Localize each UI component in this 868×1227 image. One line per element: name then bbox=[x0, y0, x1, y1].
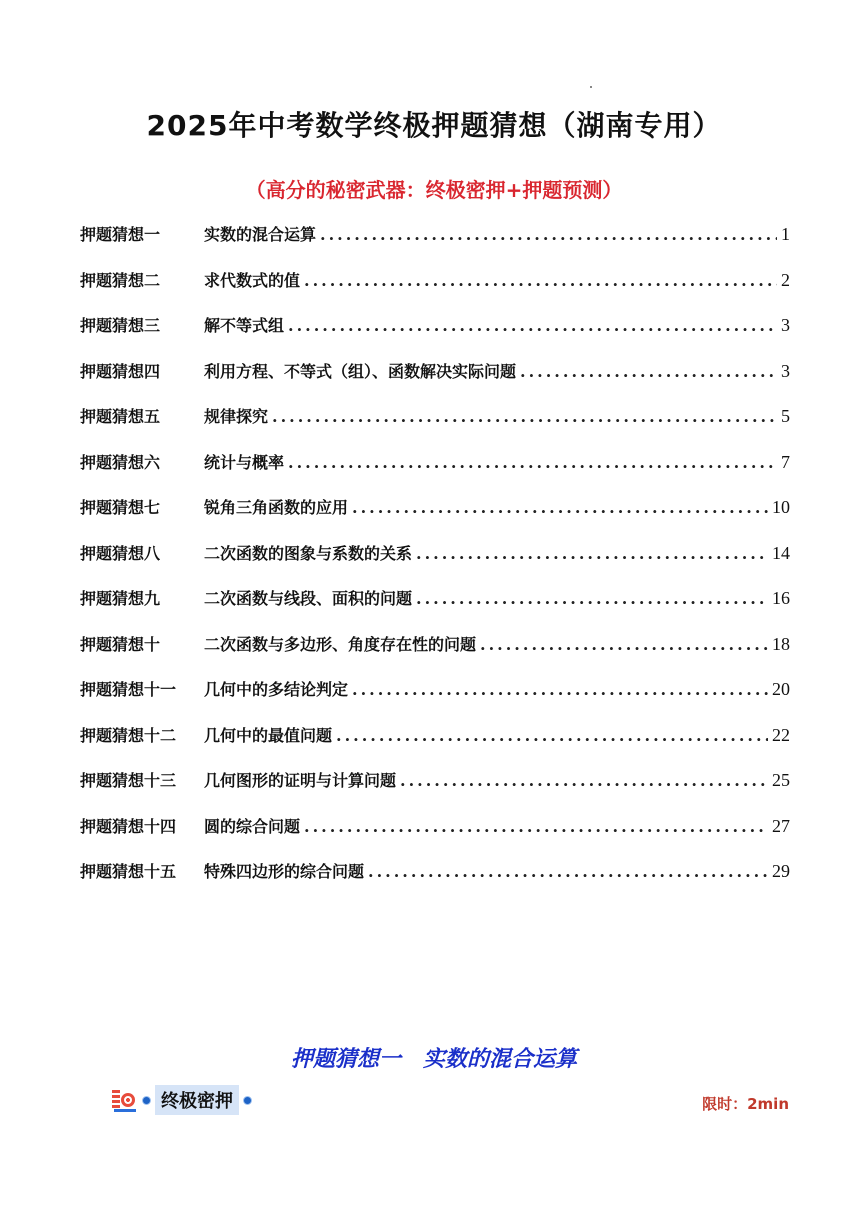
table-of-contents bbox=[80, 222, 790, 905]
toc-entry-title: 特殊四边形的综合问题 bbox=[204, 862, 365, 881]
toc-entry-title: 几何中的多结论判定 bbox=[204, 680, 349, 699]
toc-entry-label: 押题猜想六 bbox=[80, 452, 161, 472]
toc-entry-label: 押题猜想十三 bbox=[80, 771, 177, 790]
toc-leader-dots bbox=[480, 635, 768, 654]
target-icon bbox=[112, 1087, 138, 1113]
toc-entry-label: 押题猜想十五 bbox=[80, 862, 177, 881]
toc-leader-dots bbox=[304, 817, 768, 836]
toc-entry-page: 22 bbox=[772, 724, 790, 745]
toc-entry-title: 二次函数与多边形、角度存在性的问题 bbox=[204, 634, 477, 654]
toc-entry-title: 规律探究 bbox=[204, 407, 269, 426]
toc-leader-dots bbox=[416, 544, 768, 563]
toc-entry-page: 18 bbox=[772, 633, 790, 654]
toc-entry[interactable] bbox=[80, 313, 790, 359]
toc-entry-page: 10 bbox=[772, 497, 790, 517]
toc-entry-label: 押题猜想十四 bbox=[80, 816, 177, 836]
toc-entry-label: 押题猜想一 bbox=[80, 225, 161, 244]
toc-entry-title: 几何中的最值问题 bbox=[204, 725, 333, 745]
time-limit: 限时：2min bbox=[702, 1095, 789, 1113]
toc-entry-label: 押题猜想七 bbox=[80, 498, 161, 517]
toc-entry-page: 3 bbox=[781, 315, 790, 335]
toc-entry-page: 5 bbox=[781, 406, 790, 426]
toc-leader-dots bbox=[336, 726, 768, 745]
toc-leader-dots bbox=[304, 271, 777, 290]
toc-leader-dots bbox=[520, 362, 777, 381]
toc-leader-dots bbox=[320, 225, 777, 244]
toc-entry-page: 1 bbox=[781, 224, 790, 244]
page-title: 2025年中考数学终极押题猜想（湖南专用） bbox=[146, 109, 722, 142]
toc-entry-title: 求代数式的值 bbox=[204, 270, 301, 290]
toc-entry-page: 16 bbox=[772, 588, 790, 608]
toc-entry-label: 押题猜想八 bbox=[80, 543, 161, 563]
toc-entry[interactable] bbox=[80, 768, 790, 814]
page-subtitle: （高分的秘密武器：终极密押+押题预测） bbox=[245, 178, 623, 202]
toc-entry[interactable] bbox=[80, 814, 790, 860]
toc-entry-page: 29 bbox=[772, 861, 790, 881]
toc-entry-title: 解不等式组 bbox=[204, 316, 285, 335]
stray-dot bbox=[590, 86, 592, 88]
toc-entry-label: 押题猜想九 bbox=[80, 589, 161, 608]
toc-entry-page: 27 bbox=[772, 815, 790, 836]
toc-entry-title: 利用方程、不等式（组）、函数解决实际问题 bbox=[204, 361, 517, 381]
toc-entry-label: 押题猜想十 bbox=[80, 634, 161, 654]
toc-entry-label: 押题猜想二 bbox=[80, 270, 161, 290]
toc-leader-dots bbox=[288, 316, 777, 335]
toc-entry[interactable] bbox=[80, 268, 790, 314]
toc-entry-title: 实数的混合运算 bbox=[204, 225, 317, 244]
toc-leader-dots bbox=[400, 771, 768, 790]
toc-entry[interactable] bbox=[80, 404, 790, 450]
toc-entry-label: 押题猜想十一 bbox=[80, 680, 177, 699]
section-heading: 押题猜想一 实数的混合运算 bbox=[290, 1046, 577, 1072]
toc-entry[interactable] bbox=[80, 541, 790, 587]
toc-leader-dots bbox=[368, 862, 768, 881]
toc-entry[interactable] bbox=[80, 450, 790, 496]
toc-entry-page: 25 bbox=[772, 770, 790, 790]
toc-entry[interactable] bbox=[80, 586, 790, 632]
toc-leader-dots bbox=[352, 498, 768, 517]
toc-entry-title: 几何图形的证明与计算问题 bbox=[204, 771, 397, 790]
toc-entry-label: 押题猜想十二 bbox=[80, 725, 177, 745]
badge bbox=[112, 1085, 256, 1115]
toc-entry-label: 押题猜想四 bbox=[80, 361, 161, 381]
toc-entry-page: 7 bbox=[781, 451, 790, 472]
toc-entry-page: 3 bbox=[781, 360, 790, 381]
badge-label: 终极密押 bbox=[155, 1085, 239, 1115]
toc-entry[interactable] bbox=[80, 632, 790, 678]
toc-entry[interactable] bbox=[80, 723, 790, 769]
bullet-icon bbox=[243, 1096, 252, 1105]
toc-entry-title: 统计与概率 bbox=[204, 452, 285, 472]
bullet-icon bbox=[142, 1096, 151, 1105]
toc-entry-title: 二次函数与线段、面积的问题 bbox=[204, 589, 413, 608]
toc-entry[interactable] bbox=[80, 359, 790, 405]
toc-entry[interactable] bbox=[80, 495, 790, 541]
toc-leader-dots bbox=[352, 680, 768, 699]
toc-entry-title: 圆的综合问题 bbox=[204, 816, 301, 836]
toc-entry-label: 押题猜想五 bbox=[80, 407, 161, 426]
toc-leader-dots bbox=[416, 589, 768, 608]
toc-entry[interactable] bbox=[80, 677, 790, 723]
toc-entry-page: 20 bbox=[772, 679, 790, 699]
toc-entry-page: 14 bbox=[772, 542, 790, 563]
toc-entry-title: 二次函数的图象与系数的关系 bbox=[204, 543, 413, 563]
toc-leader-dots bbox=[272, 407, 777, 426]
toc-entry[interactable] bbox=[80, 222, 790, 268]
toc-entry-label: 押题猜想三 bbox=[80, 316, 161, 335]
toc-entry[interactable] bbox=[80, 859, 790, 905]
toc-leader-dots bbox=[288, 453, 777, 472]
toc-entry-title: 锐角三角函数的应用 bbox=[204, 498, 349, 517]
toc-entry-page: 2 bbox=[781, 269, 790, 290]
